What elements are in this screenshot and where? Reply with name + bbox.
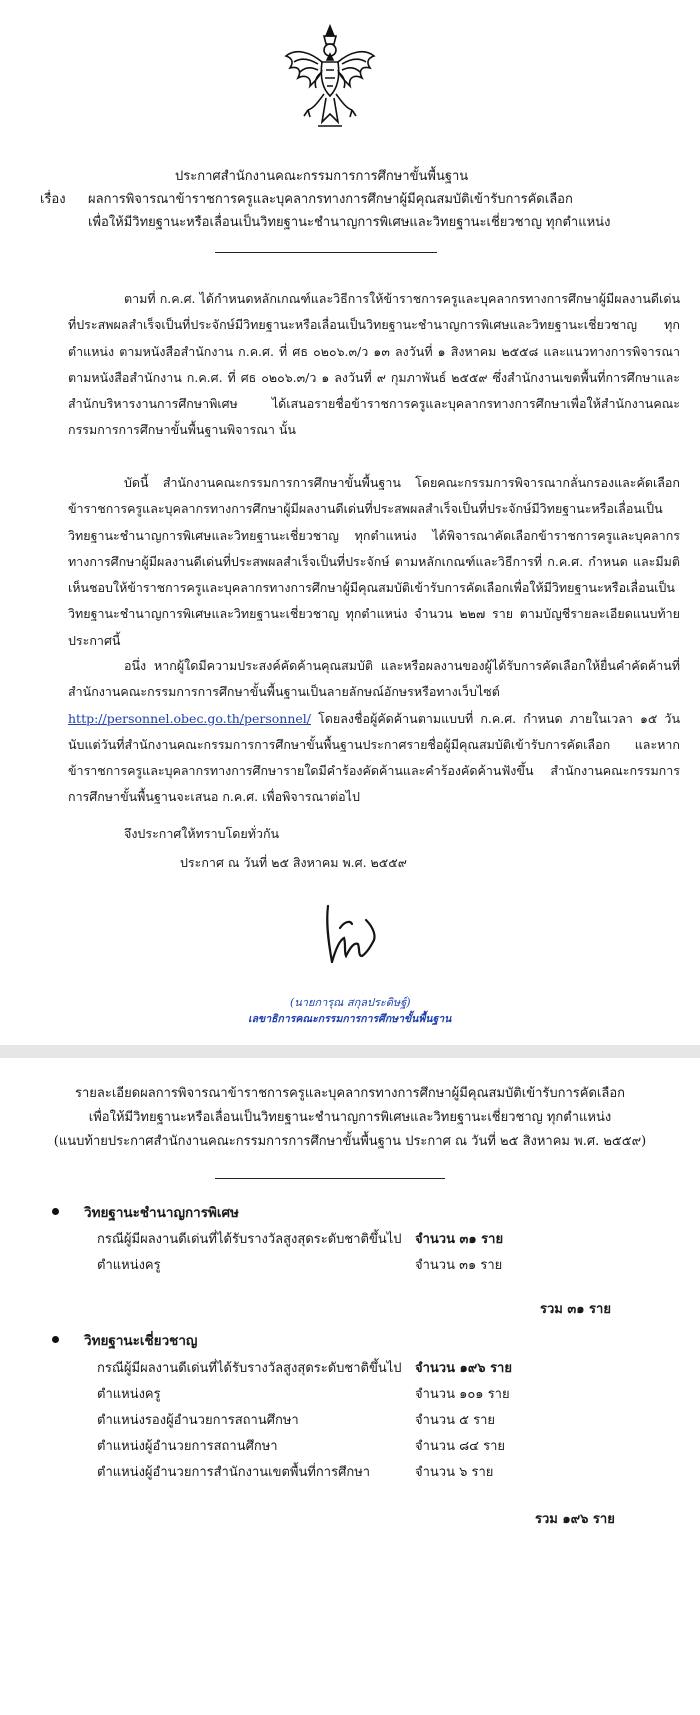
attachment-header-line-2: เพื่อให้มีวิทยฐานะหรือเลื่อนเป็นวิทยฐานะชำนาญการพิเศษและวิทยฐานะเชี่ยวชาญ ทุกตำแหน่ง xyxy=(88,1110,612,1125)
signer-position: เลขาธิการคณะกรรมการการศึกษาขั้นพื้นฐาน xyxy=(248,1013,452,1025)
position-count: จำนวน ๑๐๑ ราย xyxy=(415,1387,510,1402)
position-label: ตำแหน่งผู้อำนวยการสำนักงานเขตพื้นที่การศึกษา xyxy=(97,1465,371,1480)
position-label: ตำแหน่งผู้อำนวยการสถานศึกษา xyxy=(97,1439,278,1454)
section-total: รวม ๓๑ ราย xyxy=(540,1302,611,1317)
garuda-emblem-icon xyxy=(282,22,378,132)
paragraph-background: ตามที่ ก.ค.ศ. ได้กำหนดหลักเกณฑ์และวิธีการให้ข้าราชการครูและบุคลากรทางการศึกษาผู้มีผลงานดีเด่นที่ประสพผลสำเร็จเป็นที่ประจักษ์มีวิทยฐานะหรือเลื่อนเป็นวิทยฐานะชำนาญการพิเศษและวิทยฐานะเชี่ยวชาญ ทุกตำแหน่ง ตามหนังสือสำนักงาน ก.ค.ศ. ที่ ศธ ๐๒๐๖.๓/ว ๑๓ ลงวันที่ ๑ สิงหาคม ๒๕๕๘ และแนวทางการพิจารณา ตามหนังสือสำนักงาน ก.ค.ศ. ที่ ศธ ๐๒๐๖.๓/ว ๑ ลงวันที่ ๙ กุมภาพันธ์ ๒๕๕๙ ซึ่งสำนักงานเขตพื้นที่การศึกษาและสำนักบริหารงานการศึกษาพิเศษ ได้เสนอรายชื่อข้าราชการครูและบุคลากรทางการศึกษาเพื่อให้สำนักงานคณะกรรมการการศึกษาขั้นพื้นฐานพิจารณา นั้น xyxy=(68,291,680,438)
position-count: จำนวน ๖ ราย xyxy=(415,1465,494,1480)
case-count: จำนวน ๓๑ ราย xyxy=(415,1232,504,1247)
case-label: กรณีผู้มีผลงานดีเด่นที่ได้รับรางวัลสูงสุดระดับชาติขึ้นไป xyxy=(97,1232,402,1247)
subject-line-2: เพื่อให้มีวิทยฐานะหรือเลื่อนเป็นวิทยฐานะชำนาญการพิเศษและวิทยฐานะเชี่ยวชาญ ทุกตำแหน่ง xyxy=(88,215,611,230)
attachment-header-line-3: (แนบท้ายประกาศสำนักงานคณะกรรมการการศึกษาขั้นพื้นฐาน ประกาศ ณ วันที่ ๒๕ สิงหาคม พ.ศ. ๒๕๕๙) xyxy=(53,1134,647,1149)
section-total: รวม ๑๙๖ ราย xyxy=(535,1512,615,1527)
section-bullet-icon xyxy=(52,1336,59,1343)
position-label: ตำแหน่งครู xyxy=(97,1387,161,1402)
position-label: ตำแหน่งครู xyxy=(97,1258,161,1273)
position-label: ตำแหน่งรองผู้อำนวยการสถานศึกษา xyxy=(97,1413,299,1428)
attachment-divider xyxy=(215,1178,445,1179)
subject-label: เรื่อง xyxy=(40,192,66,207)
subject-text xyxy=(88,188,678,234)
attachment-page xyxy=(0,1058,700,1715)
case-count: จำนวน ๑๙๖ ราย xyxy=(415,1361,512,1376)
personnel-website-link[interactable]: http://personnel.obec.go.th/personnel/ xyxy=(68,710,312,726)
position-count: จำนวน ๓๑ ราย xyxy=(415,1258,503,1273)
section-title: วิทยฐานะเชี่ยวชาญ xyxy=(84,1333,198,1349)
attachment-header-line-1: รายละเอียดผลการพิจารณาข้าราชการครูและบุคลากรทางการศึกษาผู้มีคุณสมบัติเข้ารับการคัดเลือก xyxy=(75,1086,625,1101)
case-label: กรณีผู้มีผลงานดีเด่นที่ได้รับรางวัลสูงสุดระดับชาติขึ้นไป xyxy=(97,1361,402,1376)
announcement-title: ประกาศสำนักงานคณะกรรมการการศึกษาขั้นพื้นฐาน xyxy=(175,169,469,184)
position-count: จำนวน ๘๔ ราย xyxy=(415,1439,506,1454)
objection-text-start: อนึ่ง หากผู้ใดมีความประสงค์คัดค้านคุณสมบัติ และหรือผลงานของผู้ได้รับการคัดเลือกให้ยื่นคำคัดค้านที่สำนักงานคณะกรรมการการศึกษาขั้นพื้นฐานเป็นลายลักษณ์อักษรหรือทางเว็บไซต์ xyxy=(68,658,680,700)
objection-text-end: โดยลงชื่อผู้คัดค้านตามแบบที่ ก.ค.ศ. กำหนด ภายในเวลา ๑๕ วัน นับแต่วันที่สำนักงานคณะกรรมการการศึกษาขั้นพื้นฐานประกาศรายชื่อผู้มีคุณสมบัติเข้ารับการคัดเลือก และหากข้าราชการครูและบุคลากรทางการศึกษารายใดมีคำร้องคัดค้านและคำร้องคัดค้านฟังขึ้น สำนักงานคณะกรรมการการศึกษาขั้นพื้นฐานจะเสนอ ก.ค.ศ. เพื่อพิจารณาต่อไป xyxy=(68,710,680,805)
announcement-date: ประกาศ ณ วันที่ ๒๕ สิงหาคม พ.ศ. ๒๕๕๙ xyxy=(180,855,407,870)
section-title: วิทยฐานะชำนาญการพิเศษ xyxy=(84,1205,239,1221)
section-bullet-icon xyxy=(52,1208,59,1215)
signature-icon xyxy=(322,900,384,970)
paragraph-decision: บัดนี้ สำนักงานคณะกรรมการการศึกษาขั้นพื้นฐาน โดยคณะกรรมการพิจารณากลั่นกรองและคัดเลือกข้าราชการครูและบุคลากรทางการศึกษาผู้มีผลงานดีเด่นที่ประสพผลสำเร็จเป็นที่ประจักษ์มีวิทยฐานะหรือเลื่อนเป็นวิทยฐานะชำนาญการพิเศษและวิทยฐานะเชี่ยวชาญ ทุกตำแหน่ง ได้พิจารณาคัดเลือกข้าราชการครูและบุคลากรทางการศึกษาผู้มีผลงานดีเด่นที่ประสพผลสำเร็จเป็นที่ประจักษ์ ตามหลักเกณฑ์และวิธีการที่ ก.ค.ศ. กำหนด และมีมติเห็นชอบให้ข้าราชการครูและบุคลากรทางการศึกษาผู้มีคุณสมบัติเข้ารับการคัดเลือกเพื่อให้มีวิทยฐานะหรือเลื่อนเป็นวิทยฐานะชำนาญการพิเศษและวิทยฐานะเชี่ยวชาญ ทุกตำแหน่ง จำนวน ๒๒๗ ราย ตามบัญชีรายละเอียดแนบท้ายประกาศนี้ xyxy=(68,475,680,648)
signer-name: (นายการุณ สกุลประดิษฐ์) xyxy=(290,996,411,1009)
title-divider xyxy=(215,252,437,253)
paragraph-objection xyxy=(68,653,680,811)
notice-line: จึงประกาศให้ทราบโดยทั่วกัน xyxy=(124,826,280,841)
subject-line-1: ผลการพิจารณาข้าราชการครูและบุคลากรทางการศึกษาผู้มีคุณสมบัติเข้ารับการคัดเลือก xyxy=(88,192,573,207)
position-count: จำนวน ๕ ราย xyxy=(415,1413,495,1428)
